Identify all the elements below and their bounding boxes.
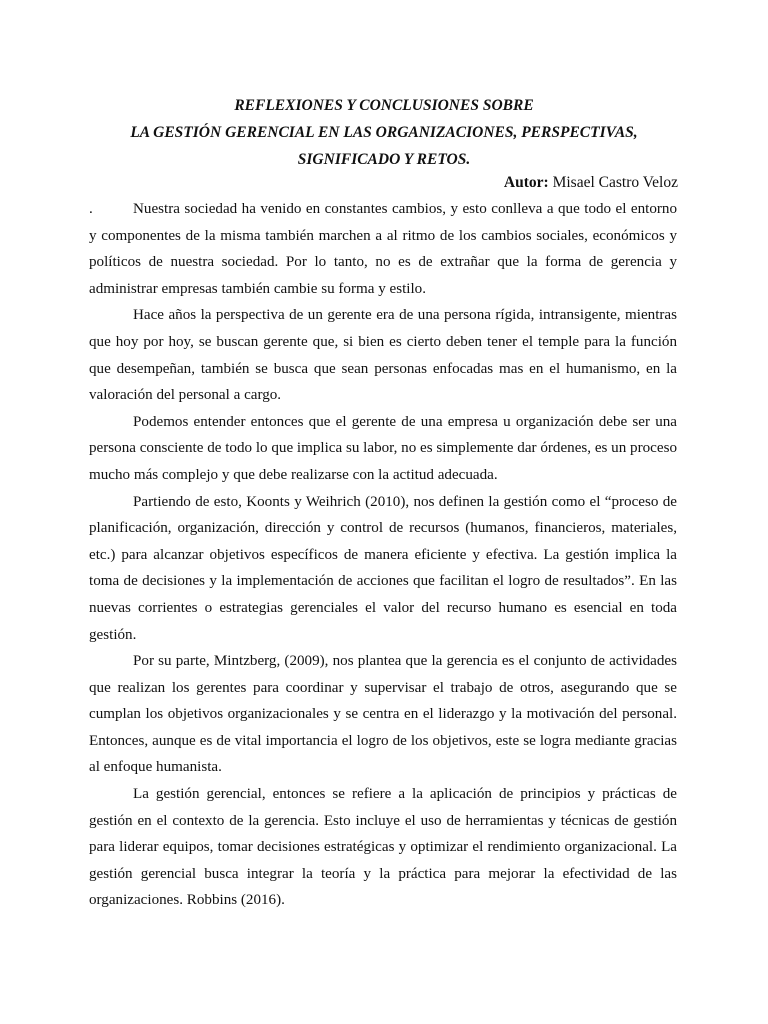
paragraph-6: La gestión gerencial, entonces se refiere a la aplicación de principios y prácticas de gestión en el contexto de la gerencia. Esto incluye el uso de herramientas y técnicas de gestión para liderar equipos, tomar decisiones estratégicas y optimizar el rendimiento organizacional. La gestión gerencial busca integrar la teoría y la práctica para mejorar la efectividad de las organizaciones. Robbins (2016). [89, 786, 677, 909]
author-line [504, 170, 678, 196]
paragraph-1 [89, 196, 677, 302]
author-name: Misael Castro Veloz [552, 174, 678, 191]
title-line-1: REFLEXIONES Y CONCLUSIONES SOBRE [234, 97, 534, 114]
title-line-2: LA GESTIÓN GERENCIAL EN LAS ORGANIZACIONES, PERSPECTIVAS, [130, 124, 638, 141]
paragraph-2: Hace años la perspectiva de un gerente era de una persona rígida, intransigente, mientras que hoy por hoy, se buscan gerente que, si bien es cierto deben tener el temple para la función que desempeñan, también se busca que sean personas enfocadas mas en el humanismo, en la valoración del personal a cargo. [89, 307, 677, 404]
paragraph-1-text: Nuestra sociedad ha venido en constantes cambios, y esto conlleva a que todo el entorno y componentes de la misma también marchen a al ritmo de los cambios sociales, económicos y políticos de nuestra sociedad. Por lo tanto, no es de extrañar que la forma de gerencia y administrar empresas también cambie su forma y estilo. [89, 201, 677, 297]
paragraph-5: Por su parte, Mintzberg, (2009), nos plantea que la gerencia es el conjunto de actividades que realizan los gerentes para coordinar y supervisar el trabajo de otros, asegurando que se cumplan los objetivos organizacionales y se centra en el liderazgo y la motivación del personal. Entonces, aunque es de vital importancia el logro de los objetivos, este se logra mediante gracias al enfoque humanista. [89, 653, 677, 776]
author-label: Autor: [503, 174, 549, 191]
document-title [88, 92, 680, 173]
document-body [89, 196, 677, 914]
title-line-3: SIGNIFICADO Y RETOS. [297, 151, 471, 168]
paragraph-3: Podemos entender entonces que el gerente de una empresa u organización debe ser una persona consciente de todo lo que implica su labor, no es simplemente dar órdenes, es un proceso mucho más complejo y que debe realizarse con la actitud adecuada. [89, 413, 677, 483]
leading-mark: . [89, 201, 93, 217]
paragraph-4: Partiendo de esto, Koonts y Weihrich (2010), nos definen la gestión como el “proceso de planificación, organización, dirección y control de recursos (humanos, financieros, materiales, etc.) para alcanzar objetivos específicos de manera eficiente y efectiva. La gestión implica la toma de decisiones y la implementación de acciones que facilitan el logro de resultados”. En las nuevas corrientes o estrategias gerenciales el valor del recurso humano es esencial en toda gestión. [89, 493, 677, 643]
